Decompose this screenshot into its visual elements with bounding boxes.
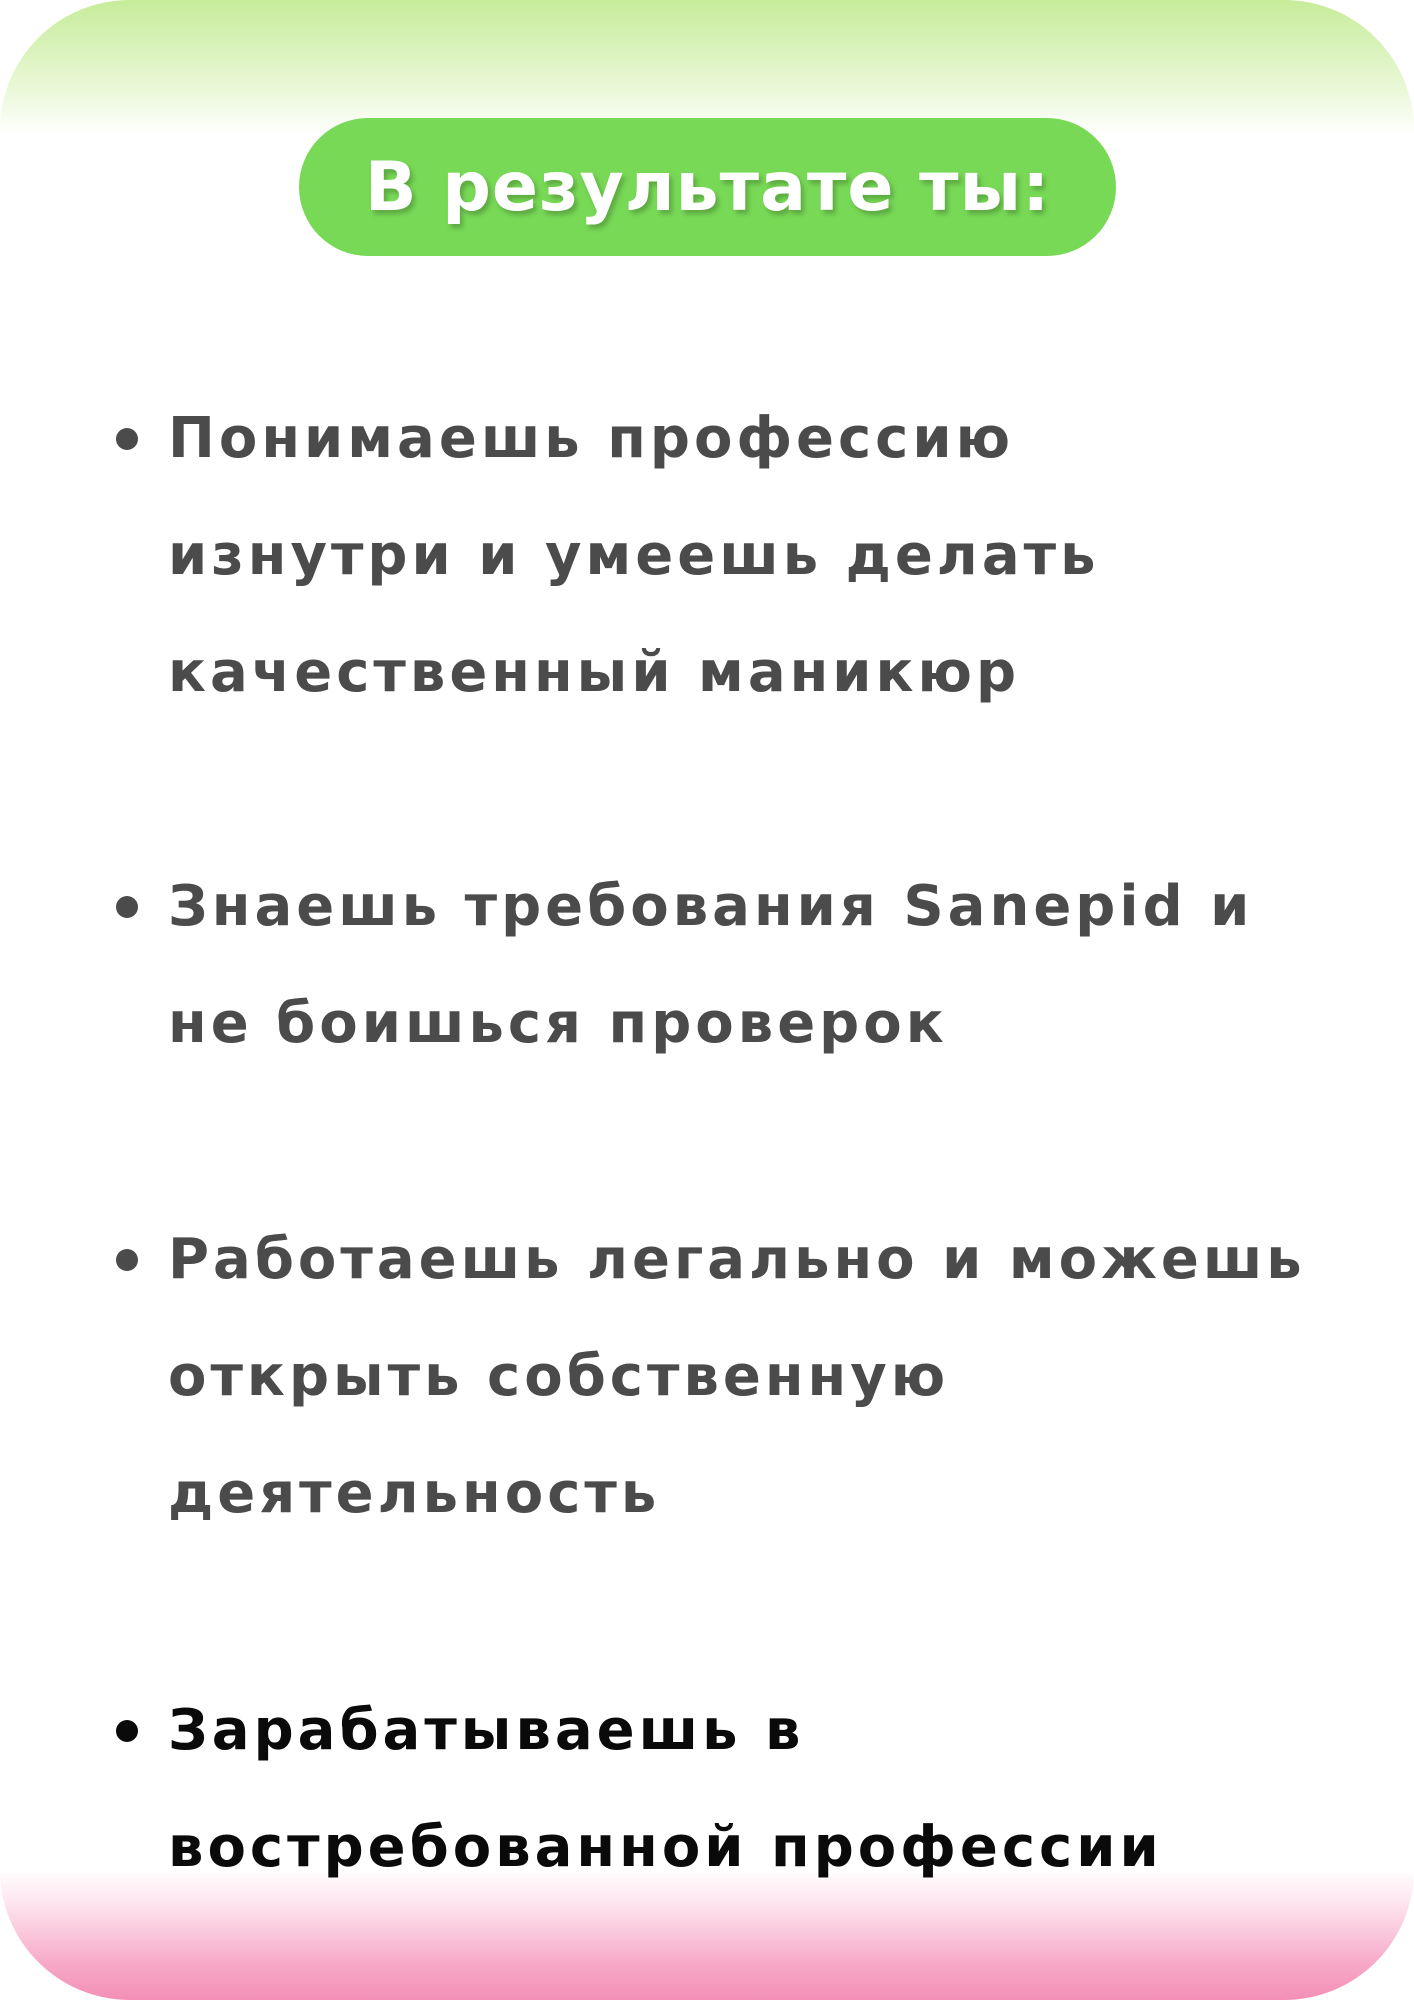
result-item-sanepid <box>168 848 1368 1082</box>
header-title: В результате ты: <box>364 147 1051 227</box>
bullet-icon <box>116 1249 138 1271</box>
bullet-icon <box>116 1720 138 1742</box>
header-pill <box>299 118 1116 256</box>
result-item-line: открыть собственную <box>168 1344 950 1409</box>
result-item-line: качественный маникюр <box>168 640 1021 705</box>
bullet-icon <box>116 428 138 450</box>
result-item-line: Зарабатываешь в <box>168 1698 805 1763</box>
result-item-earnings <box>168 1672 1368 1906</box>
result-item-line: деятельность <box>168 1461 661 1526</box>
bullet-icon <box>116 896 138 918</box>
result-item-legal-work <box>168 1201 1368 1552</box>
result-item-profession <box>168 380 1368 731</box>
result-item-line: востребованной профессии <box>168 1815 1163 1880</box>
result-item-line: не боишься проверок <box>168 991 948 1056</box>
result-item-line: Понимаешь профессию <box>168 406 1015 471</box>
result-item-line: Знаешь требования Sanepid и <box>168 874 1254 939</box>
result-item-line: Работаешь легально и можешь <box>168 1227 1306 1292</box>
result-item-line: изнутри и умеешь делать <box>168 523 1100 588</box>
